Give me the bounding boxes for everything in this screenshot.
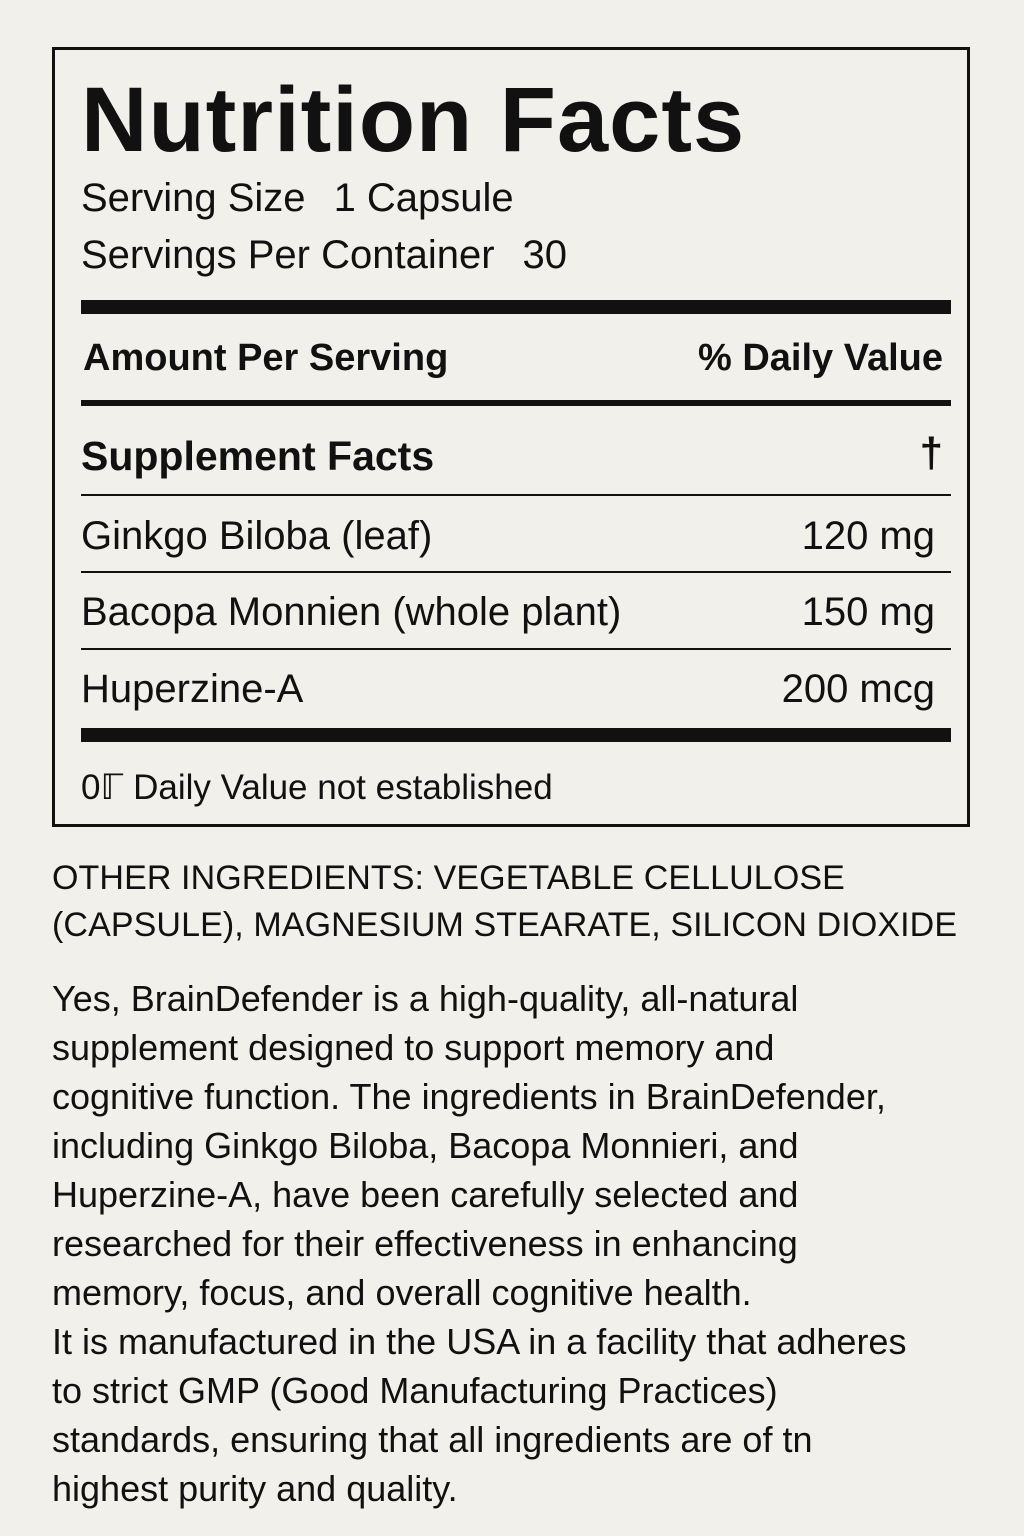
label-title: Nutrition Facts: [81, 69, 746, 171]
amount-per-serving-header: Amount Per Serving: [83, 337, 449, 379]
description-line: to strict GMP (Good Manufacturing Practices): [52, 1370, 778, 1411]
ingredient-name-huperzine: Huperzine-A: [81, 667, 304, 711]
ingredient-amount-huperzine: 200 mcg: [781, 667, 935, 711]
serving-size-label: Serving Size: [81, 176, 306, 220]
thick-divider-top: [81, 300, 951, 314]
medium-divider: [81, 400, 951, 406]
ingredient-amount-ginkgo: 120 mg: [801, 514, 935, 558]
description-line: including Ginkgo Biloba, Bacopa Monnieri, and: [52, 1125, 799, 1166]
description-line: Yes, BrainDefender is a high-quality, all-natural: [52, 978, 799, 1019]
supplement-facts-heading: Supplement Facts: [81, 433, 435, 479]
description-line: memory, focus, and overall cognitive health.: [52, 1272, 752, 1313]
description-line: cognitive function. The ingredients in BrainDefender,: [52, 1076, 886, 1117]
thin-divider-2: [81, 571, 951, 573]
dagger-mark: †: [919, 429, 943, 476]
daily-value-footnote: 0ℾ Daily Value not established: [81, 768, 553, 807]
description-line: highest purity and quality.: [52, 1468, 458, 1509]
nutrition-facts-panel: [52, 47, 970, 827]
thin-divider-1: [81, 494, 951, 496]
description-line: It is manufactured in the USA in a facility that adheres: [52, 1321, 907, 1362]
thin-divider-3: [81, 648, 951, 650]
servings-per-container-label: Servings Per Container: [81, 233, 495, 277]
daily-value-header: % Daily Value: [697, 337, 943, 379]
other-ingredients: [52, 855, 972, 949]
thick-divider-bottom: [81, 728, 951, 742]
servings-per-container-row: [81, 235, 567, 275]
servings-per-container-value: 30: [522, 233, 568, 277]
ingredient-name-bacopa: Bacopa Monnien (whole plant): [81, 590, 622, 634]
other-ingredients-line-1: OTHER INGREDIENTS: VEGETABLE CELLULOSE: [52, 859, 845, 897]
description-line: standards, ensuring that all ingredients are of tn: [52, 1419, 813, 1460]
description-line: Huperzine-A, have been carefully selected and: [52, 1174, 799, 1215]
other-ingredients-line-2: (CAPSULE), MAGNESIUM STEARATE, SILICON DIOXIDE: [52, 906, 958, 944]
product-description: [52, 974, 982, 1513]
ingredient-name-ginkgo: Ginkgo Biloba (leaf): [81, 514, 433, 558]
ingredient-amount-bacopa: 150 mg: [801, 590, 935, 634]
serving-size-value: 1 Capsule: [333, 176, 514, 220]
description-line: researched for their effectiveness in enhancing: [52, 1223, 798, 1264]
serving-size-row: [81, 178, 514, 218]
description-line: supplement designed to support memory and: [52, 1027, 775, 1068]
